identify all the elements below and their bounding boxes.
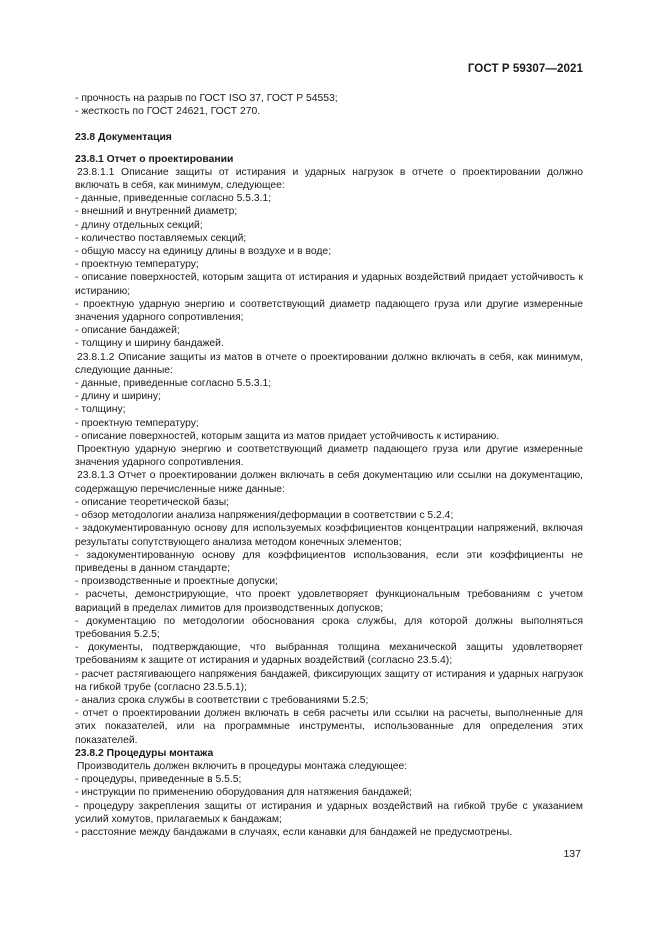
page-content xyxy=(75,92,583,839)
list-item: - расчеты, демонстрирующие, что проект удовлетворяет функциональным требованиям с учетом вариаций в пределах лимитов для производственных допусков; xyxy=(75,589,583,614)
page-number: 137 xyxy=(563,848,581,860)
document-id-header: ГОСТ Р 59307—2021 xyxy=(467,63,583,75)
list-item: - толщину и ширину бандажей. xyxy=(75,338,224,350)
list-item: - жесткость по ГОСТ 24621, ГОСТ 270. xyxy=(75,106,261,118)
list-item: - документацию по методологии обоснования срока службы, для которой должны выполняться требования 5.2.5; xyxy=(75,615,583,640)
list-item: - документы, подтверждающие, что выбранная толщина механической защиты удовлетворяет требованиям к защите от истирания и ударных воздействий (согласно 23.5.4); xyxy=(75,642,583,667)
list-item: - описание теоретической базы; xyxy=(75,496,230,508)
paragraph-23-8-1-3: 23.8.1.3 Отчет о проектировании должен включать в себя документацию или ссылки на документацию, содержащую перечисленные ниже данные: xyxy=(75,470,583,495)
subsection-heading-23-8-1: 23.8.1 Отчет о проектировании xyxy=(75,153,234,165)
list-item: - процедуру закрепления защиты от истирания и ударных воздействий на гибкой трубе с указанием усилий хомутов, прилагаемых к бандажам; xyxy=(75,800,583,825)
list-item: - обзор методологии анализа напряжения/деформации в соответствии с 5.2.4; xyxy=(75,510,454,522)
list-23-8-2 xyxy=(75,773,583,839)
list-item: - проектную температуру; xyxy=(75,417,199,429)
list-item: - количество поставляемых секций; xyxy=(75,232,247,244)
list-item: - инструкции по применению оборудования для натяжения бандажей; xyxy=(75,787,413,799)
list-23-8-1-1 xyxy=(75,192,583,350)
paragraph-23-8-1-2: 23.8.1.2 Описание защиты из матов в отчете о проектировании должно включать в себя, как минимум, следующие данные: xyxy=(75,351,583,376)
list-item: - отчет о проектировании должен включать в себя расчеты или ссылки на расчеты, выполненные для этих показателей, или на программные инструменты, использованные для определения этих показателей. xyxy=(75,708,583,746)
list-item: - описание поверхностей, которым защита от истирания и ударных воздействий придает устойчивость к истиранию; xyxy=(75,272,583,297)
intro-list xyxy=(75,92,583,118)
list-item: - расчет растягивающего напряжения бандажей, фиксирующих защиту от истирания и ударных нагрузок на гибкой трубе (согласно 23.5.5.1); xyxy=(75,668,583,693)
list-item: - проектную температуру; xyxy=(75,259,199,271)
list-item: - расстояние между бандажами в случаях, если канавки для бандажей не предусмотрены. xyxy=(75,826,513,838)
paragraph-23-8-1-1: 23.8.1.1 Описание защиты от истирания и ударных нагрузок в отчете о проектировании должно включать в себя, как минимум, следующее: xyxy=(75,166,583,192)
list-item: - прочность на разрыв по ГОСТ ISO 37, ГОСТ Р 54553; xyxy=(75,93,338,104)
subsection-heading-23-8-2: 23.8.2 Процедуры монтажа xyxy=(75,747,214,759)
list-item: - описание бандажей; xyxy=(75,325,180,337)
list-item: - описание поверхностей, которым защита из матов придает устойчивость к истиранию. xyxy=(75,430,500,442)
list-23-8-1-2 xyxy=(75,377,583,443)
paragraph-23-8-2-intro: Производитель должен включить в процедуры монтажа следующее: xyxy=(77,760,408,772)
list-item: - проектную ударную энергию и соответствующий диаметр падающего груза или другие измеренные значения ударного сопротивления; xyxy=(75,298,583,324)
list-item: - задокументированную основу для коэффициентов использования, если эти коэффициенты не приведены в данном стандарте; xyxy=(75,549,583,574)
list-item: - процедуры, приведенные в 5.5.5; xyxy=(75,774,242,786)
list-item: - анализ срока службы в соответствии с требованиями 5.2.5; xyxy=(75,694,369,706)
section-heading-23-8: 23.8 Документация xyxy=(75,132,172,144)
list-item: - внешний и внутренний диаметр; xyxy=(75,206,238,218)
list-item: - производственные и проектные допуски; xyxy=(75,576,278,588)
list-item: - данные, приведенные согласно 5.5.3.1; xyxy=(75,378,272,390)
list-23-8-1-3 xyxy=(75,496,583,747)
list-item: - задокументированную основу для используемых коэффициентов концентрации напряжений, включая результаты сопутствующего анализа методом конечных элементов; xyxy=(75,523,583,548)
list-item: - толщину; xyxy=(75,404,126,416)
list-item: - данные, приведенные согласно 5.5.3.1; xyxy=(75,193,272,205)
list-item: - длину и ширину; xyxy=(75,391,161,403)
paragraph-impact-energy: Проектную ударную энергию и соответствующий диаметр падающего груза или другие измеренные значения ударного сопротивления. xyxy=(75,444,583,469)
list-item: - длину отдельных секций; xyxy=(75,219,203,231)
list-item: - общую массу на единицу длины в воздухе и в воде; xyxy=(75,246,332,258)
